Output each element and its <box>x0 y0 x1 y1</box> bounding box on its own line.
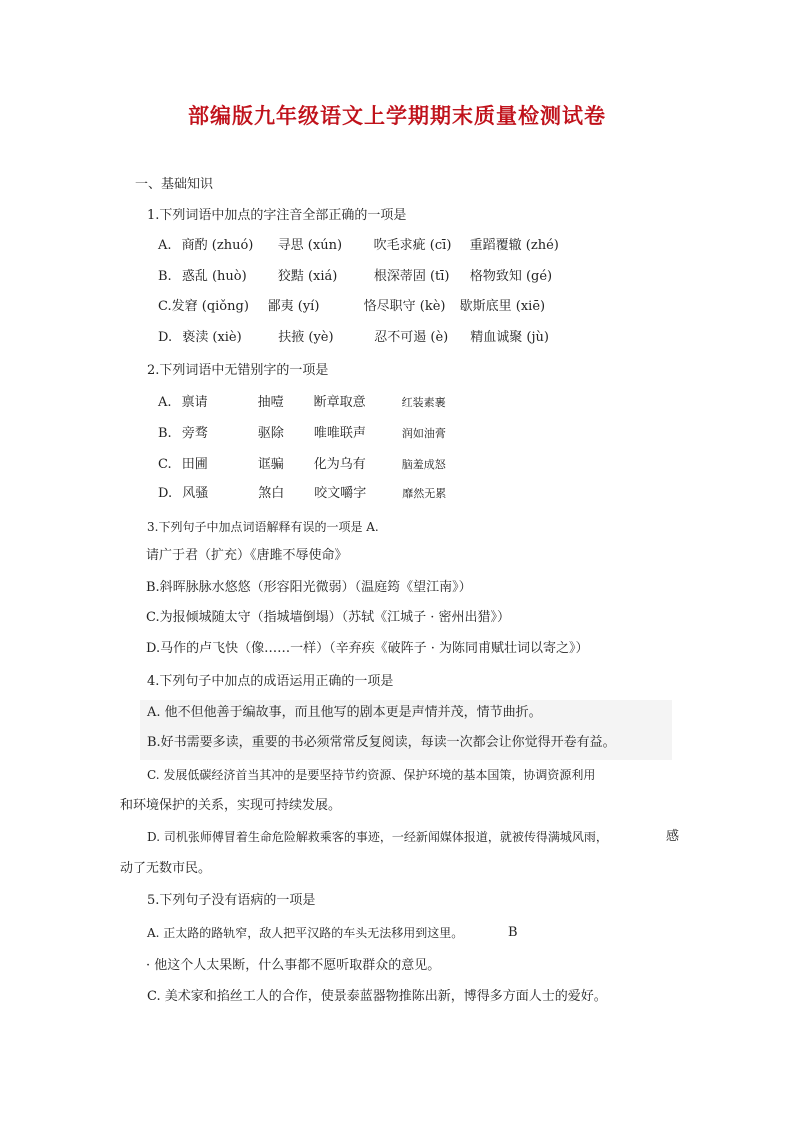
q2-option-a: A. 禀请 抽噎 断章取意 红装素裹 <box>158 395 446 410</box>
q2-option-b: B. 旁骛 驱除 唯唯联声 润如油膏 <box>158 426 446 441</box>
q4-option-c-line2: 和环境保护的关系，实现可持续发展。 <box>120 798 342 813</box>
q5-option-b-label: B <box>508 925 518 940</box>
q4-option-c-line1: C. 发展低碳经济首当其冲的是要坚持节约资源、保护环境的基本国策，协调资源利用 <box>147 768 596 782</box>
q4-option-a: A. 他不但他善于编故事，而且他写的剧本更是声情并茂，情节曲折。 <box>147 705 542 720</box>
q4-stem: 4.下列句子中加点的成语运用正确的一项是 <box>147 674 394 689</box>
q2-option-c: C. 田圃 诓骗 化为乌有 脑羞成怒 <box>158 457 446 472</box>
q2-option-d: D. 风骚 煞白 咬文嚼字 靡然无累 <box>158 486 447 501</box>
q4-option-d-tail: 感 <box>666 829 680 844</box>
q5-option-a: A. 正太路的路轨窄，敌人把平汉路的车头无法移用到这里。 <box>147 926 464 940</box>
q1-option-a: A. 商酌 (zhuó) 寻思 (xún) 吹毛求疵 (cī) 重蹈覆辙 (zhé) <box>158 238 559 253</box>
q1-option-b: B. 惑乱 (huò) 狡黠 (xiá) 根深蒂固 (tī) 格物致知 (gé) <box>158 269 553 284</box>
q5-option-c: C. 美术家和掐丝工人的合作，使景泰蓝器物推陈出新，博得多方面人士的爱好。 <box>147 989 607 1004</box>
q1-stem: 1.下列词语中加点的字注音全部正确的一项是 <box>147 208 407 223</box>
q3-option-d: D.马作的卢飞快（像……一样）（辛弃疾《破阵子 · 为陈同甫赋壮词以寄之》） <box>146 641 589 656</box>
q1-option-c: C.发窘 (qiǒng) 鄙夷 (yí) 恪尽职守 (kè) 歇斯底里 (xiē) <box>158 299 546 314</box>
section-heading: 一、基础知识 <box>135 177 214 192</box>
q4-option-d-line1: D. 司机张师傅冒着生命危险解救乘客的事迹，一经新闻媒体报道，就被传得满城风雨， <box>147 830 608 844</box>
q4-option-b: B.好书需要多读，重要的书必须常常反复阅读，每读一次都会让你觉得开卷有益。 <box>147 735 616 750</box>
q3-option-b: B.斜晖脉脉水悠悠（形容阳光微弱）（温庭筠《望江南》） <box>146 580 472 595</box>
q4-option-d-line2: 动了无数市民。 <box>120 861 212 876</box>
exam-title: 部编版九年级语文上学期期末质量检测试卷 <box>188 103 606 128</box>
q2-stem: 2.下列词语中无错别字的一项是 <box>147 363 329 378</box>
q3-stem: 3.下列句子中加点词语解释有误的一项是 A. <box>147 520 379 534</box>
q5-stem: 5.下列句子没有语病的一项是 <box>147 893 316 908</box>
q5-option-b: · 他这个人太果断，什么事都不愿听取群众的意见。 <box>146 958 441 973</box>
q1-option-d: D. 亵渎 (xiè) 扶掖 (yè) 忍不可遏 (è) 精血诚聚 (jù) <box>158 330 549 345</box>
q3-option-a: 请广于君（扩充）《唐雎不辱使命》 <box>146 548 348 563</box>
q3-option-c: C.为报倾城随太守（指城墙倒塌）（苏轼《江城子 · 密州出猎》） <box>146 610 511 625</box>
